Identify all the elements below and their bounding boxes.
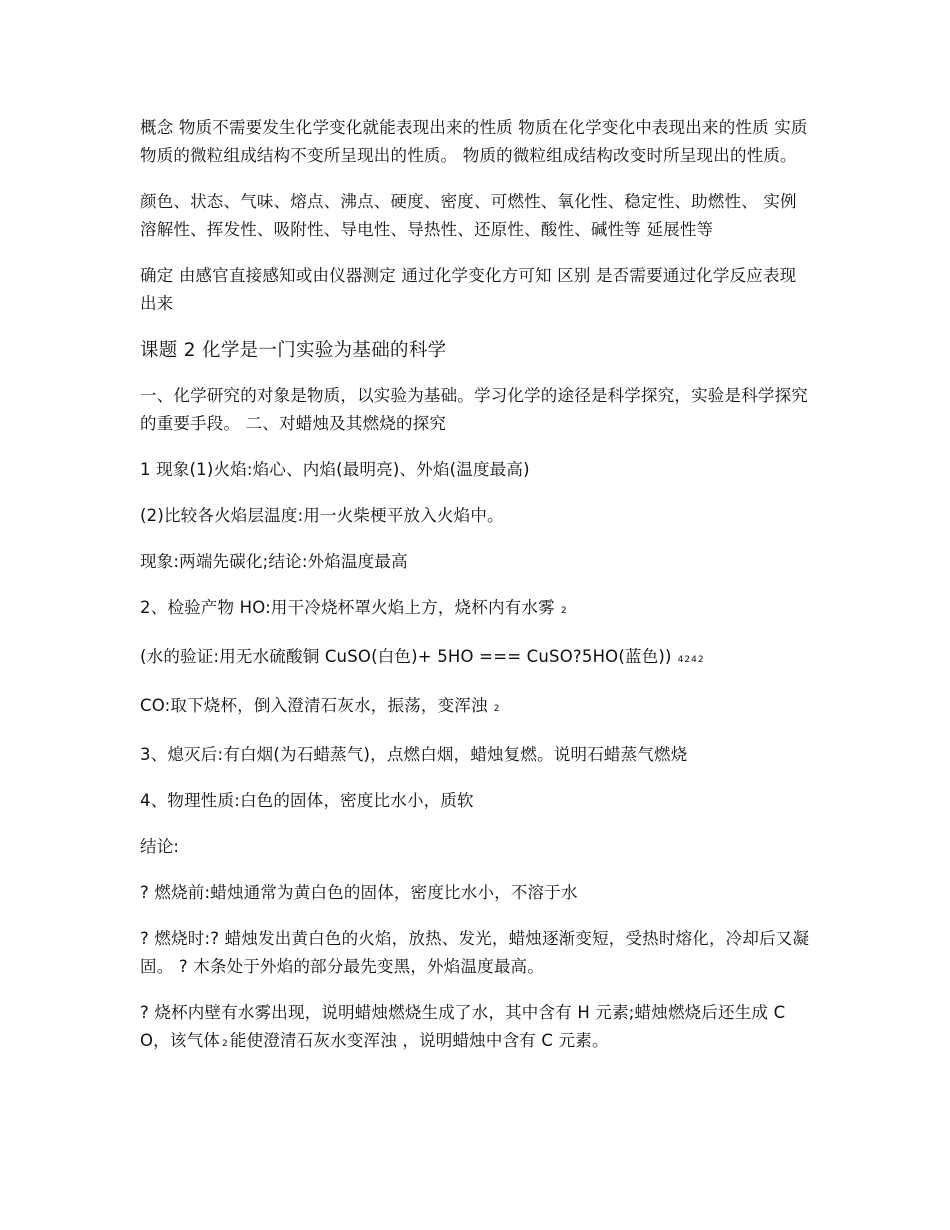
paragraph-phenomenon: 1 现象(1)火焰:焰心、内焰(最明亮)、外焰(温度最高) bbox=[140, 460, 530, 479]
paragraph-water-verify bbox=[140, 643, 812, 674]
subscript-marker: 2 bbox=[493, 704, 501, 714]
paragraph-products bbox=[140, 999, 812, 1058]
document-page bbox=[140, 114, 812, 1076]
paragraph-conclusion-label: 结论: bbox=[140, 837, 180, 856]
water-verify-text: (水的验证:用无水硫酸铜 CuSO(白色)+ 5HO === CuSO?5HO(蓝色)) bbox=[140, 647, 672, 666]
paragraph-test-water bbox=[140, 594, 812, 625]
paragraph-during-burning: ? 燃烧时:? 蜡烛发出黄白色的火焰，放热、发光，蜡烛逐渐变短，受热时熔化，冷却后又凝固。 ? 木条处于外焰的部分最先变黑，外焰温度最高。 bbox=[140, 929, 810, 976]
paragraph-compare: (2)比较各火焰层温度:用一火柴梗平放入火焰中。 bbox=[140, 506, 504, 525]
subscript-marker: 2 bbox=[222, 1039, 228, 1049]
paragraph-physical: 4、物理性质:白色的固体，密度比水小，质软 bbox=[140, 791, 474, 810]
paragraph-examples: 颜色、状态、气味、熔点、沸点、硬度、密度、可燃性、氧化性、稳定性、助燃性、 实例 溶解性、挥发性、吸附性、导电性、导热性、还原性、酸性、碱性等 延展性等 bbox=[140, 192, 797, 239]
subscript-marker: 4242 bbox=[677, 655, 705, 665]
products-text-b: 能使澄清石灰水变浑浊 ，说明蜡烛中含有 C 元素。 bbox=[229, 1031, 609, 1050]
products-text-a: ? 烧杯内壁有水雾出现，说明蜡烛燃烧生成了水，其中含有 H 元素;蜡烛燃烧后还生成 CO，该气体 bbox=[140, 1003, 786, 1050]
section-heading: 课题 2 化学是一门实验为基础的科学 bbox=[140, 340, 447, 361]
paragraph-concept: 概念 物质不需要发生化学变化就能表现出来的性质 物质在化学变化中表现出来的性质 实质 物质的微粒组成结构不变所呈现出的性质。 物质的微粒组成结构改变时所呈现出的性质。 bbox=[140, 118, 808, 165]
co2-test-text: CO:取下烧杯，倒入澄清石灰水，振荡，变浑浊 bbox=[140, 696, 488, 715]
subscript-marker: 2 bbox=[560, 606, 568, 616]
paragraph-extinguish: 3、熄灭后:有白烟(为石蜡蒸气)，点燃白烟，蜡烛复燃。说明石蜡蒸气燃烧 bbox=[140, 745, 688, 764]
paragraph-determination: 确定 由感官直接感知或由仪器测定 通过化学变化方可知 区别 是否需要通过化学反应表现出来 bbox=[140, 266, 797, 313]
paragraph-intro: 一、化学研究的对象是物质，以实验为基础。学习化学的途径是科学探究，实验是科学探究的重要手段。 二、对蜡烛及其燃烧的探究 bbox=[140, 386, 808, 433]
paragraph-before-burning: ? 燃烧前:蜡烛通常为黄白色的固体，密度比水小，不溶于水 bbox=[140, 883, 578, 902]
paragraph-result: 现象:两端先碳化;结论:外焰温度最高 bbox=[140, 552, 408, 571]
paragraph-co2-test bbox=[140, 692, 812, 723]
test-water-text: 2、检验产物 HO:用干冷烧杯罩火焰上方，烧杯内有水雾 bbox=[140, 598, 555, 617]
